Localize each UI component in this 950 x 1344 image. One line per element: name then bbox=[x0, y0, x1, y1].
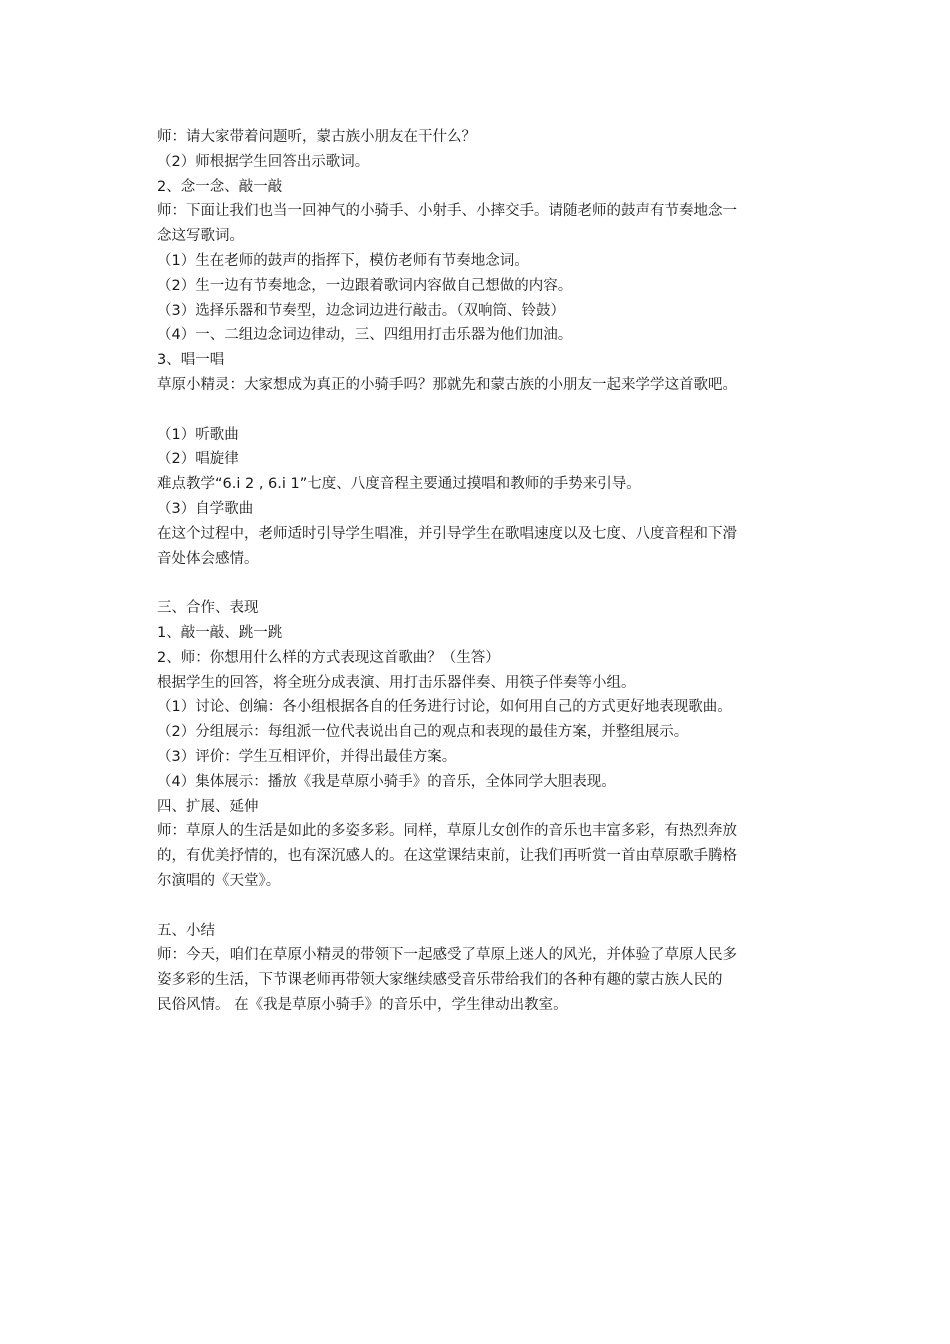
text-line: （1）听歌曲 bbox=[157, 426, 239, 443]
text-line: 2、念一念、敲一敲 bbox=[157, 178, 283, 195]
text-line: （1）讨论、创编：各小组根据各自的任务进行讨论，如何用自己的方式更好地表现歌曲。 bbox=[157, 699, 732, 716]
document-body bbox=[157, 125, 817, 1018]
text-line: （4）一、二组边念词边律动，三、四组用打击乐器为他们加油。 bbox=[157, 327, 573, 344]
text-line: 五、小结 bbox=[157, 922, 215, 939]
text-line: 音处体会感情。 bbox=[157, 550, 259, 567]
text-line: （1）生在老师的鼓声的指挥下，模仿老师有节奏地念词。 bbox=[157, 252, 529, 269]
blank-line bbox=[157, 398, 817, 423]
text-line: （2）师根据学生回答出示歌词。 bbox=[157, 153, 370, 170]
text-line: （4）集体展示：播放《我是草原小骑手》的音乐，全体同学大胆表现。 bbox=[157, 773, 616, 790]
text-line: 三、合作、表现 bbox=[157, 600, 259, 617]
text-line: （2）唱旋律 bbox=[157, 451, 239, 468]
text-line: 师：今天，咱们在草原小精灵的带领下一起感受了草原上迷人的风光，并体验了草原人民多 bbox=[157, 947, 737, 964]
text-line: 师：草原人的生活是如此的多姿多彩。同样，草原儿女创作的音乐也丰富多彩，有热烈奔放 bbox=[157, 823, 737, 840]
text-line: 难点教学“6.i 2 , 6.i 1”七度、八度音程主要通过摸唱和教师的手势来引导。 bbox=[157, 476, 641, 493]
text-line: 姿多彩的生活，下节课老师再带领大家继续感受音乐带给我们的各种有趣的蒙古族人民的 bbox=[157, 972, 723, 989]
text-line: 3、唱一唱 bbox=[157, 352, 225, 369]
text-line: 在这个过程中，老师适时引导学生唱准，并引导学生在歌唱速度以及七度、八度音程和下滑 bbox=[157, 525, 737, 542]
text-line: 1、敲一敲、跳一跳 bbox=[157, 624, 283, 641]
text-line: （3）自学歌曲 bbox=[157, 500, 254, 517]
text-line: （2）分组展示：每组派一位代表说出自己的观点和表现的最佳方案，并整组展示。 bbox=[157, 724, 689, 741]
blank-line bbox=[157, 894, 817, 919]
text-line: 2、师：你想用什么样的方式表现这首歌曲？（生答） bbox=[157, 649, 500, 666]
text-line: （3）选择乐器和节奏型，边念词边进行敲击。（双响筒、铃鼓） bbox=[157, 302, 565, 319]
text-line: 尔演唱的《天堂》。 bbox=[157, 872, 281, 889]
text-line: 念这写歌词。 bbox=[157, 228, 244, 245]
text-line: 师：下面让我们也当一回神气的小骑手、小射手、小摔交手。请随老师的鼓声有节奏地念一 bbox=[157, 203, 737, 220]
text-line: （3）评价：学生互相评价，并得出最佳方案。 bbox=[157, 748, 457, 765]
text-line: 民俗风情。 在《我是草原小骑手》的音乐中，学生律动出教室。 bbox=[157, 996, 568, 1013]
text-line: 根据学生的回答，将全班分成表演、用打击乐器伴奏、用筷子伴奏等小组。 bbox=[157, 674, 636, 691]
text-line: 师：请大家带着问题听，蒙古族小朋友在干什么？ bbox=[157, 129, 476, 145]
text-line: 草原小精灵：大家想成为真正的小骑手吗？那就先和蒙古族的小朋友一起来学学这首歌吧。 bbox=[157, 376, 737, 393]
text-line: （2）生一边有节奏地念，一边跟着歌词内容做自己想做的内容。 bbox=[157, 277, 573, 294]
text-line: 的，有优美抒情的，也有深沉感人的。在这堂课结束前，让我们再听赏一首由草原歌手腾格 bbox=[157, 848, 737, 865]
blank-line bbox=[157, 571, 817, 596]
text-line: 四、扩展、延伸 bbox=[157, 798, 259, 815]
